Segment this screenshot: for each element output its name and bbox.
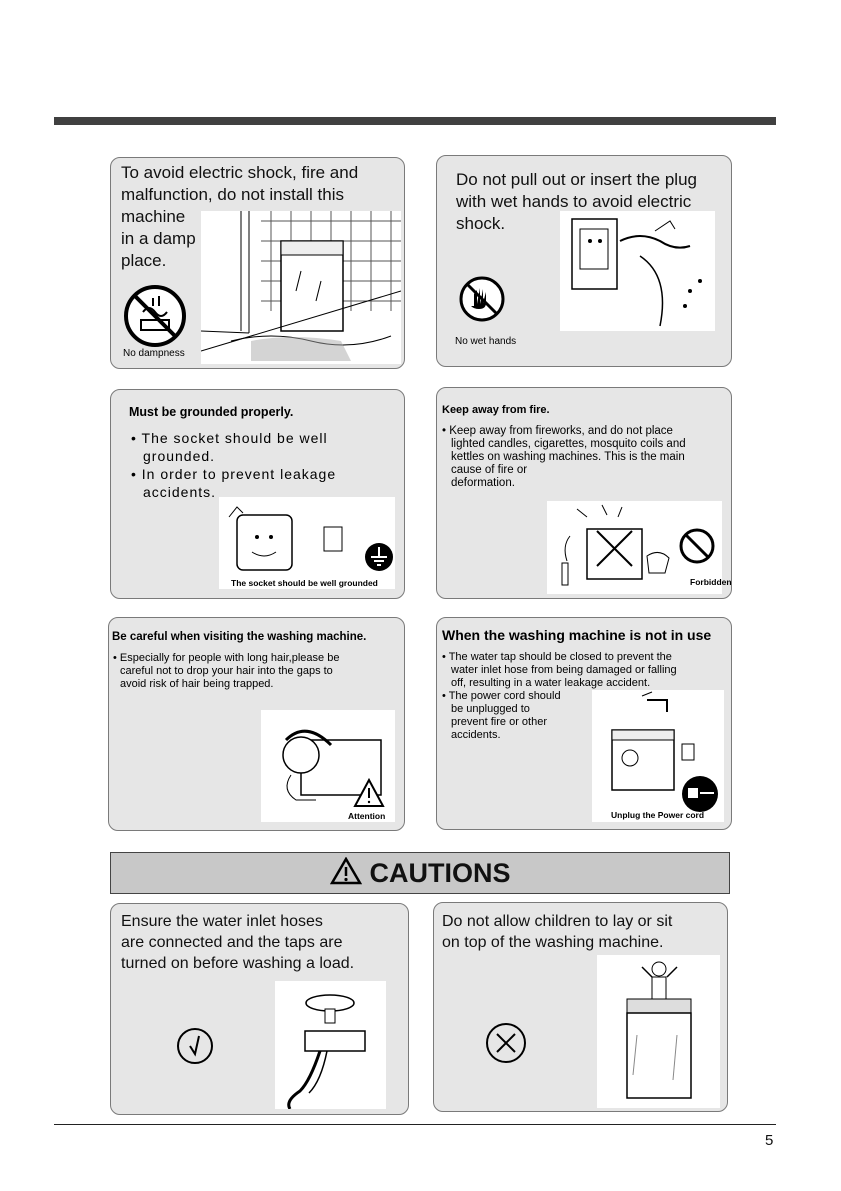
icon-caption: No wet hands [455, 336, 517, 347]
child-on-washer-illustration [597, 955, 720, 1108]
water-tap-illustration [275, 981, 386, 1109]
no-dampness-icon [123, 284, 187, 348]
card-no-wet-hands [436, 155, 732, 367]
hair-trapped-illustration [261, 710, 395, 822]
card-inlet-hoses [110, 903, 409, 1115]
card-grounded [110, 389, 405, 599]
cautions-banner [110, 852, 730, 894]
washer-in-damp-room-illustration [201, 211, 401, 364]
checkmark-icon [175, 1026, 215, 1066]
footer-rule [54, 1124, 776, 1125]
illustration-caption: The socket should be well grounded [231, 578, 378, 588]
card-not-in-use [436, 617, 732, 830]
no-wet-hands-icon [459, 276, 505, 322]
card-heading: When the washing machine is not in use [442, 627, 712, 643]
card-text: To avoid electric shock, fire and malfunction, do not install this machine in a damp place. [121, 163, 359, 270]
grounded-socket-illustration [219, 497, 395, 589]
cautions-title: CAUTIONS [369, 857, 511, 888]
card-body: • Especially for people with long hair,please be careful not to drop your hair into the gaps to avoid risk of hair being trapped. [113, 652, 340, 690]
icon-caption: No dampness [123, 348, 185, 359]
unplug-illustration [592, 690, 724, 822]
card-no-children-on-top [433, 902, 728, 1112]
card-text: Ensure the water inlet hoses are connected and the taps are turned on before washing a load. [121, 913, 355, 972]
wet-hand-plug-illustration [560, 211, 715, 331]
header-rule [54, 117, 776, 125]
card-keep-away-from-fire [436, 387, 732, 599]
illustration-caption: Forbidden [690, 577, 732, 587]
card-no-dampness [110, 157, 405, 369]
card-long-hair-warning [108, 617, 405, 831]
page-number: 5 [765, 1132, 774, 1149]
card-body: • Keep away from fireworks, and do not place lighted candles, cigarettes, mosquito coils and kettles on washing machines. This is the main cause of fire or deformation. [442, 425, 686, 489]
illustration-caption: Unplug the Power cord [611, 810, 705, 820]
bullet-list: • The socket should be well grounded. • In order to prevent leakage accidents. [131, 430, 337, 500]
card-heading: Must be grounded properly. [129, 405, 294, 419]
card-heading: Keep away from fire. [442, 404, 550, 416]
card-body: • The water tap should be closed to prevent the water inlet hose from being damaged or falling off, resulting in a water leakage accident. • The power cord should be unplugged to prevent fire or other accidents. [442, 651, 677, 741]
card-text: Do not allow children to lay or sit on top of the washing machine. [442, 913, 673, 951]
card-heading: Be careful when visiting the washing machine. [112, 631, 367, 643]
warning-triangle-icon [330, 857, 362, 890]
cross-icon [484, 1021, 528, 1065]
card-text: Do not pull out or insert the plug with wet hands to avoid electric shock. [456, 170, 697, 233]
illustration-caption: Attention [348, 811, 386, 821]
